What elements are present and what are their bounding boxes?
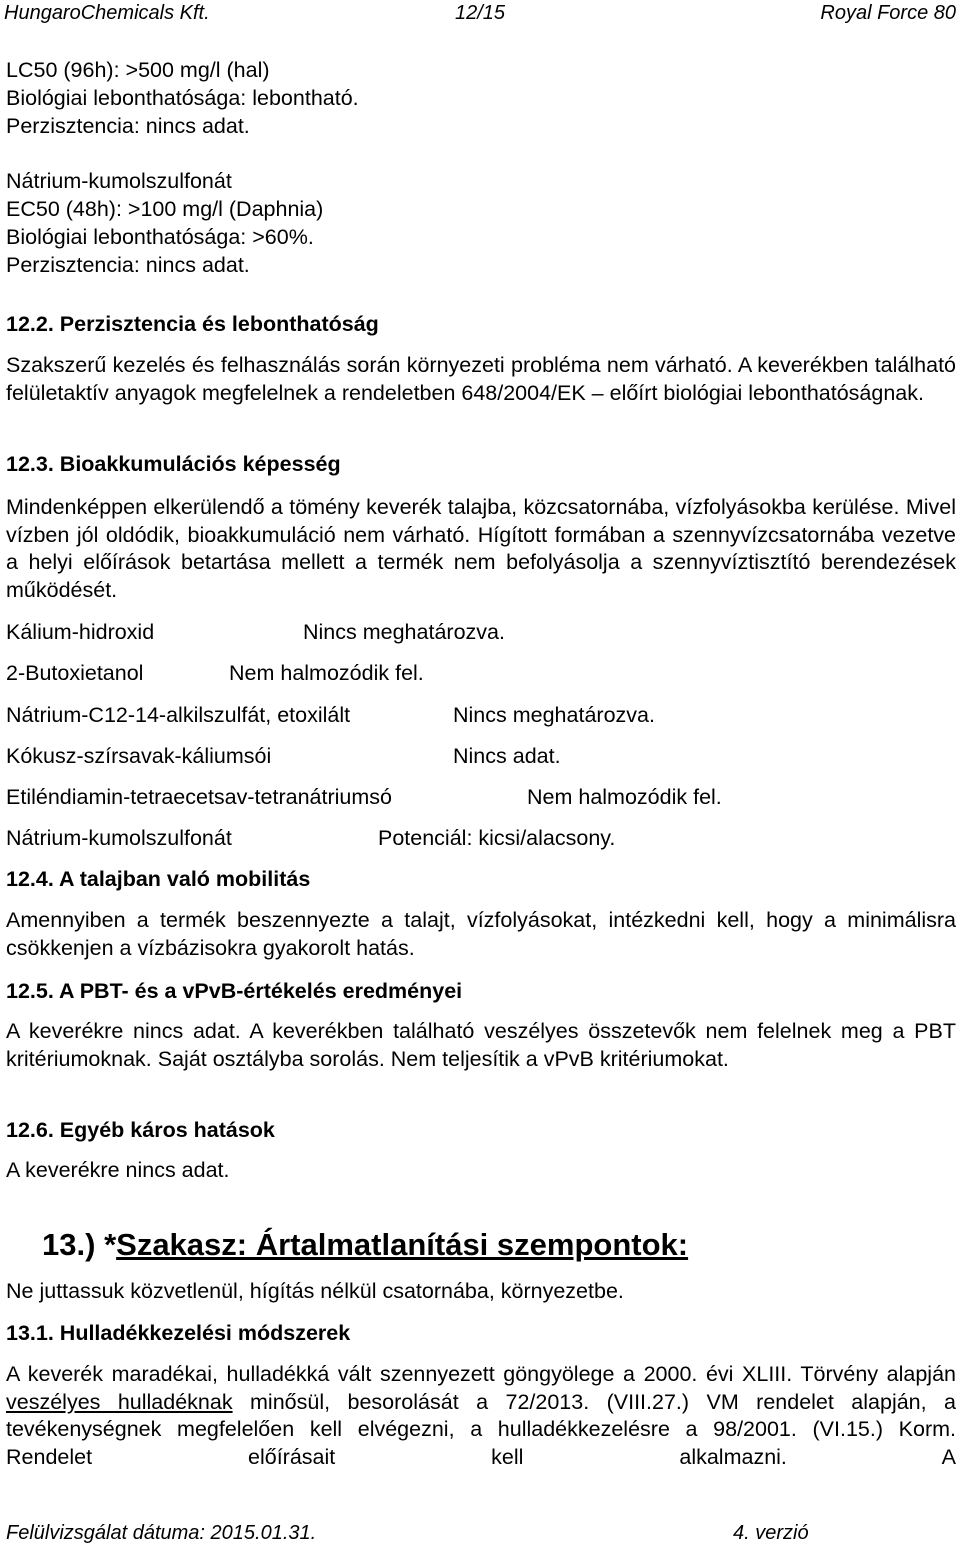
section-13-1-text [6,1361,956,1471]
eco-line: Perzisztencia: nincs adat. [6,114,250,138]
section-13-title-text: Szakasz: Ártalmatlanítási szempontok: [116,1227,689,1262]
section-13-intro: Ne juttassuk közvetlenül, hígítás nélkül csatornába, környezetbe. [6,1279,624,1303]
section-12-3-text: Mindenképpen elkerülendő a tömény keverék talajba, közcsatornába, vízfolyásokba kerülése. Mivel vízben jól oldódik, bioakkumuláció nem várható. Hígított formában a szennyvízcsatornába vezetve a helyi előírások betartása mellett a termék nem befolyásolja a szennyvíztisztító berendezések működését. [6,495,956,602]
header-page-number: 12/15 [455,2,506,24]
section-12-2-text: Szakszerű kezelés és felhasználás során környezeti probléma nem várható. A keverékben található felületaktív anyagok megfelelnek a rendeletben 648/2004/EK – előírt biológiai lebonthatóságnak. [6,353,956,405]
bioacc-value: Nincs meghatározva. [303,620,505,644]
section-12-6-heading: 12.6. Egyéb káros hatások [6,1118,275,1142]
section-12-5-text: A keverékre nincs adat. A keverékben található veszélyes összetevők nem felelnek meg a PBT kritériumoknak. Saját osztályba sorolás. Nem teljesítik a vPvB kritériumokat. [6,1019,956,1071]
bioacc-value: Nincs adat. [453,744,561,768]
section-12-2-heading: 12.2. Perzisztencia és lebonthatóság [6,312,379,336]
footer-version: 4. verzió [733,1522,809,1544]
hazardous-waste-term: veszélyes hulladéknak [6,1389,233,1414]
bioacc-substance: Nátrium-kumolszulfonát [6,826,232,850]
section-13-star: * [104,1227,117,1262]
bioacc-substance: Kókusz-szírsavak-káliumsói [6,744,272,768]
eco-line: Biológiai lebonthatósága: lebontható. [6,86,359,110]
bioacc-value: Potenciál: kicsi/alacsony. [378,826,616,850]
footer-review-date: Felülvizsgálat dátuma: 2015.01.31. [6,1522,317,1544]
section-12-6-text: A keverékre nincs adat. [6,1158,230,1182]
header-product: Royal Force 80 [820,2,956,24]
section-12-3-heading: 12.3. Bioakkumulációs képesség [6,452,341,476]
section-12-5-heading: 12.5. A PBT- és a vPvB-értékelés eredményei [6,979,463,1003]
bioacc-value: Nem halmozódik fel. [229,661,424,685]
section-13-1-text-end: minősül, besorolását a 72/2013. (VIII.27.) VM rendelet alapján, a tevékenységnek megfelelően kell elvégezni, a hulladékkezelésre a 98/2001. (VI.15.) Korm. Rendelet előírásait kell alkalmazni. A [6,1389,956,1469]
section-13-title [42,1225,688,1265]
section-13-number: 13. [42,1227,86,1262]
eco-line: Nátrium-kumolszulfonát [6,169,232,193]
section-12-4-heading: 12.4. A talajban való mobilitás [6,867,311,891]
bioacc-substance: 2-Butoxietanol [6,661,144,685]
section-13-1-text-start: A keverék maradékai, hulladékká vált szennyezett göngyölege a 2000. évi XLIII. Törvény alapján [6,1362,956,1386]
section-12-4-text: Amennyiben a termék beszennyezte a talajt, vízfolyásokat, intézkedni kell, hogy a minimálisra csökkenjen a vízbázisokra gyakorolt hatás. [6,908,956,960]
eco-line: LC50 (96h): >500 mg/l (hal) [6,58,270,82]
eco-line: Perzisztencia: nincs adat. [6,253,250,277]
section-13-paren: ) [85,1227,96,1262]
eco-line: EC50 (48h): >100 mg/l (Daphnia) [6,197,324,221]
bioacc-substance: Etiléndiamin-tetraecetsav-tetranátriumsó [6,785,392,809]
bioacc-substance: Kálium-hidroxid [6,620,155,644]
eco-line: Biológiai lebonthatósága: >60%. [6,225,314,249]
bioacc-substance: Nátrium-C12-14-alkilszulfát, etoxilált [6,703,351,727]
bioacc-value: Nem halmozódik fel. [527,785,722,809]
bioacc-value: Nincs meghatározva. [453,703,655,727]
section-13-1-heading: 13.1. Hulladékkezelési módszerek [6,1321,351,1345]
header-company: HungaroChemicals Kft. [4,2,210,24]
